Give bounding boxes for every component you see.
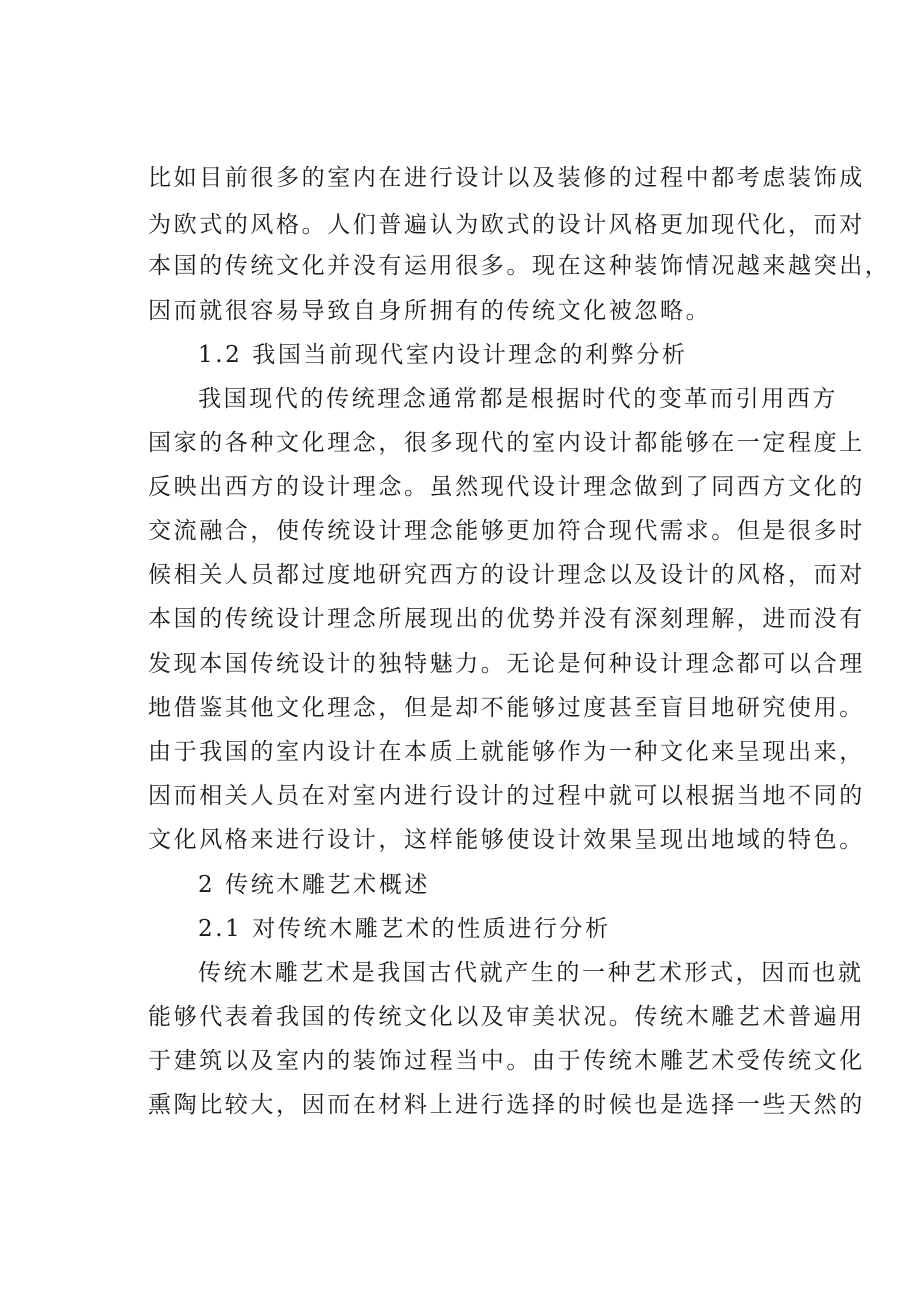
- paragraph-line: 候相关人员都过度地研究西方的设计理念以及设计的风格，而对: [148, 562, 865, 588]
- chapter-heading: 2 传统木雕艺术概述: [198, 872, 430, 898]
- section-heading: 1.2 我国当前现代室内设计理念的利弊分析: [198, 342, 688, 368]
- paragraph-line: 本国的传统设计理念所展现出的优势并没有深刻理解，进而没有: [148, 606, 865, 632]
- paragraph-line: 比如目前很多的室内在进行设计以及装修的过程中都考虑装饰成: [148, 165, 865, 191]
- paragraph-line: 交流融合，使传统设计理念能够更加符合现代需求。但是很多时: [148, 518, 865, 544]
- paragraph-line: 传统木雕艺术是我国古代就产生的一种艺术形式，因而也就: [198, 960, 864, 986]
- section-heading: 2.1 对传统木雕艺术的性质进行分析: [198, 916, 611, 942]
- paragraph-line: 因而相关人员在对室内进行设计的过程中就可以根据当地不同的: [148, 783, 865, 809]
- paragraph-line: 我国现代的传统理念通常都是根据时代的变革而引用西方: [198, 386, 838, 412]
- paragraph-line: 因而就很容易导致自身所拥有的传统文化被忽略。: [148, 298, 712, 324]
- paragraph-line: 为欧式的风格。人们普遍认为欧式的设计风格更加现代化，而对: [148, 212, 865, 238]
- paragraph-line: 发现本国传统设计的独特魅力。无论是何种设计理念都可以合理: [148, 651, 865, 677]
- paragraph-line: 文化风格来进行设计，这样能够使设计效果呈现出地域的特色。: [148, 827, 865, 853]
- paragraph-line: 熏陶比较大，因而在材料上进行选择的时候也是选择一些天然的: [148, 1092, 865, 1118]
- paragraph-line: 反映出西方的设计理念。虽然现代设计理念做到了同西方文化的: [148, 474, 865, 500]
- paragraph-line: 由于我国的室内设计在本质上就能够作为一种文化来呈现出来，: [148, 739, 865, 765]
- paragraph-line: 本国的传统文化并没有运用很多。现在这种装饰情况越来越突出，: [148, 253, 891, 279]
- paragraph-line: 能够代表着我国的传统文化以及审美状况。传统木雕艺术普遍用: [148, 1004, 865, 1030]
- paragraph-line: 地借鉴其他文化理念，但是却不能够过度甚至盲目地研究使用。: [148, 695, 865, 721]
- paragraph-line: 于建筑以及室内的装饰过程当中。由于传统木雕艺术受传统文化: [148, 1048, 865, 1074]
- paragraph-line: 国家的各种文化理念，很多现代的室内设计都能够在一定程度上: [148, 430, 865, 456]
